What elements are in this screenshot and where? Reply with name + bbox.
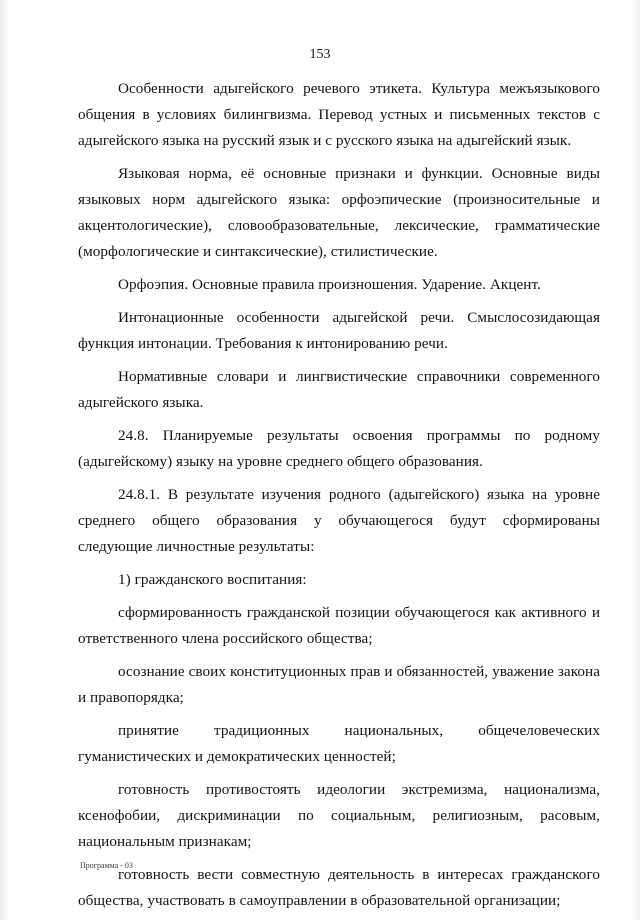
body-text: [78, 76, 600, 921]
list-heading: 1) гражданского воспитания:: [118, 571, 307, 588]
section-heading-paragraph: 24.8. Планируемые результаты освоения программы по родному (адыгейскому) языку на уровне среднего общего образования.: [78, 427, 600, 470]
list-item: осознание своих конституционных прав и обязанностей, уважение закона и правопорядка;: [78, 663, 600, 706]
paragraph: Интонационные особенности адыгейской речи. Смыслосозидающая функция интонации. Требования к интонированию речи.: [78, 309, 600, 352]
list-item: принятие традиционных национальных, общечеловеческих гуманистических и демократических ценностей;: [78, 722, 600, 765]
paragraph: Нормативные словари и лингвистические справочники современного адыгейского языка.: [78, 368, 600, 411]
paragraph: Языковая норма, её основные признаки и функции. Основные виды языковых норм адыгейского языка: орфоэпические (произносительные и акцентологические), словообразовательные, лексические, грамматические (морфологические и синтаксические), стилистические.: [78, 165, 600, 260]
page-number: 153: [309, 47, 331, 62]
list-item: готовность противостоять идеологии экстремизма, национализма, ксенофобии, дискриминации по социальным, религиозным, расовым, национальным признакам;: [78, 781, 600, 850]
paragraph: Орфоэпия. Основные правила произношения. Ударение. Акцент.: [118, 276, 541, 293]
paragraph: Особенности адыгейского речевого этикета. Культура межъязыкового общения в условиях билингвизма. Перевод устных и письменных текстов с адыгейского языка на русский язык и с русского языка на адыгейский язык.: [78, 80, 600, 149]
footer-label: Программа - 03: [80, 861, 133, 870]
list-item: готовность вести совместную деятельность в интересах гражданского общества, участвовать в самоуправлении в образовательной организации;: [78, 866, 600, 909]
subsection-paragraph: 24.8.1. В результате изучения родного (адыгейского) языка на уровне среднего общего образования у обучающегося будут сформированы следующие личностные результаты:: [78, 486, 600, 555]
list-item: сформированность гражданской позиции обучающегося как активного и ответственного члена российского общества;: [78, 604, 600, 647]
